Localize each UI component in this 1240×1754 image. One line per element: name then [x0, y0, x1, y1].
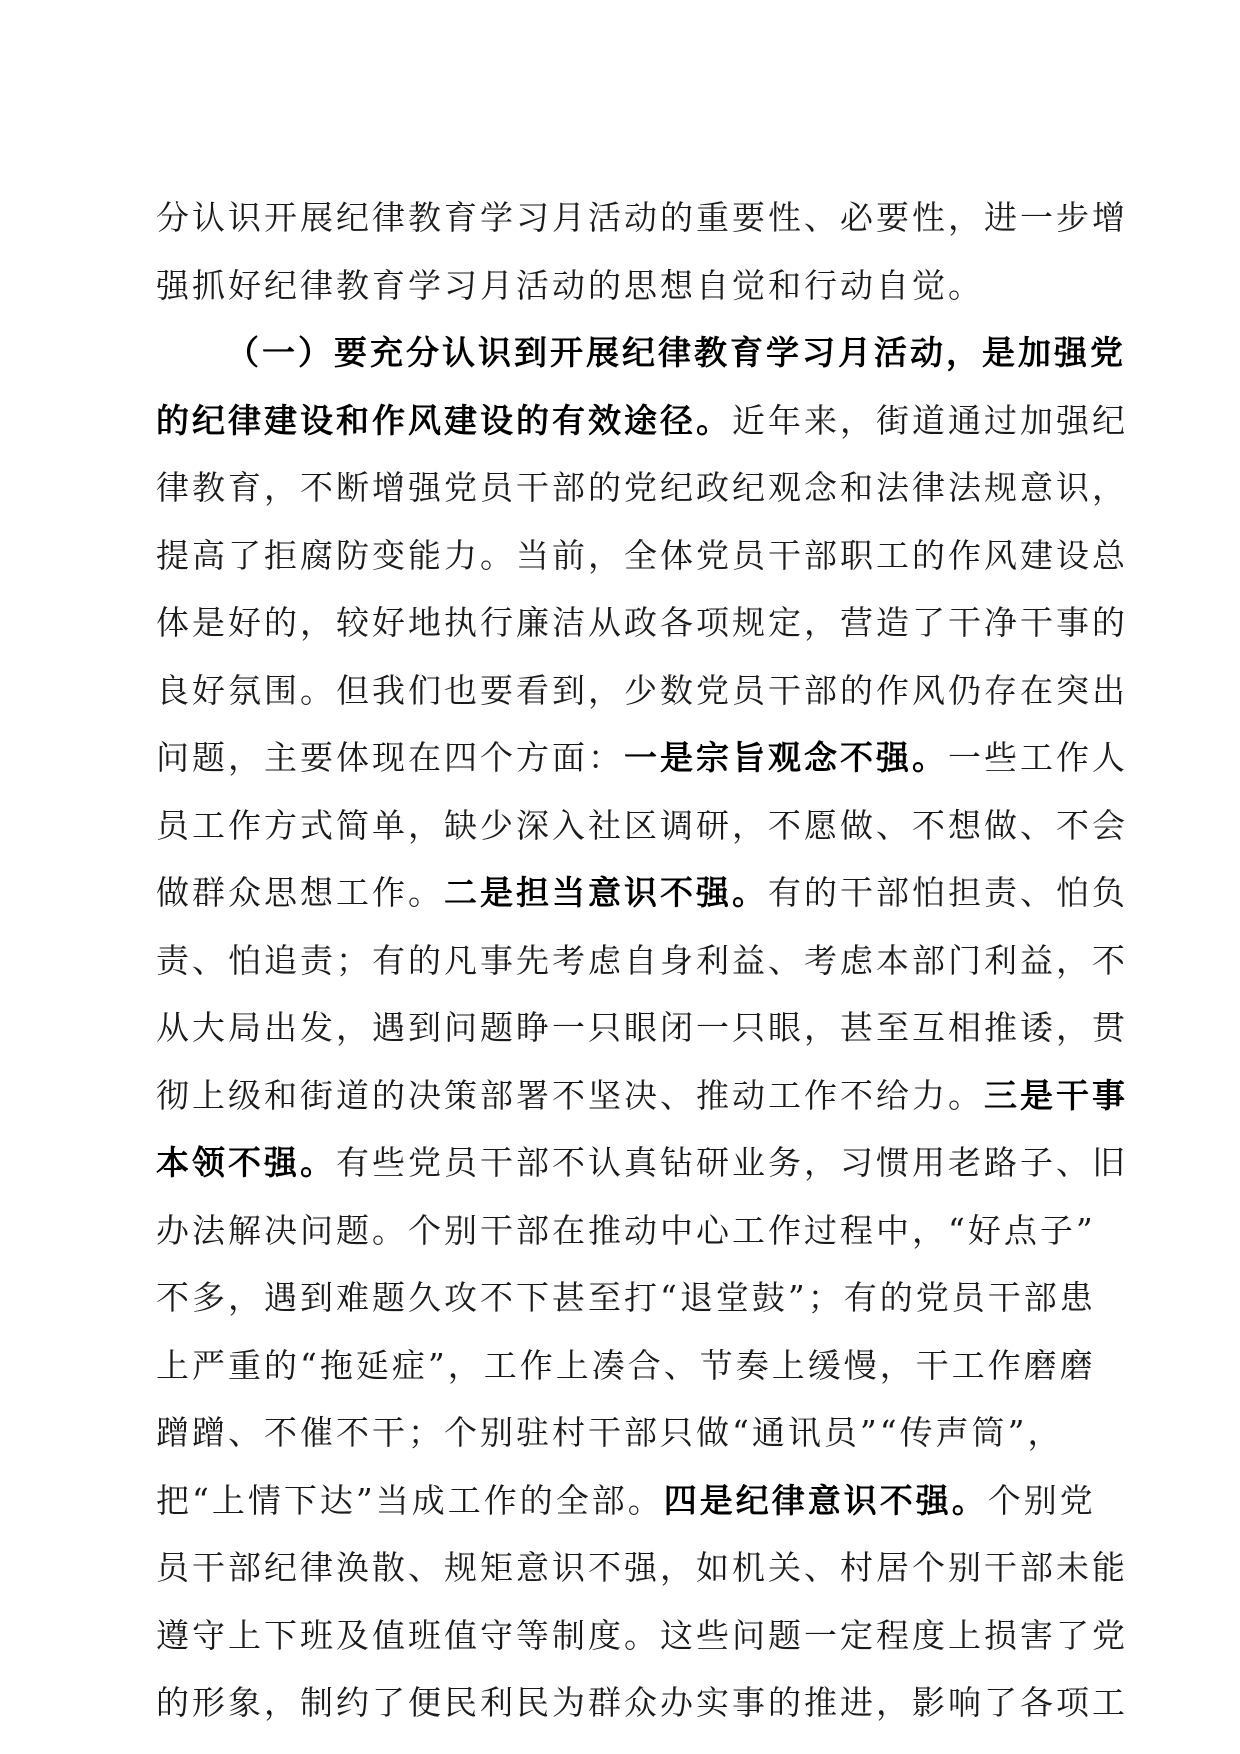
text-line	[156, 1062, 1128, 1130]
text-line	[156, 1264, 1096, 1332]
bold-text-segment: （一）要充分认识到开展纪律教育学习月活动，是加强党	[226, 333, 1126, 372]
bold-text-segment: 一是宗旨观念不强。	[624, 738, 948, 777]
text-segment: 律教育，不断增强党员干部的党纪政纪观念和法律法规意识，	[156, 468, 1128, 507]
text-segment: 彻上级和街道的决策部署不坚决、推动工作不给力。	[156, 1075, 984, 1115]
text-segment: 员干部纪律涣散、规矩意识不强，如机关、村居个别干部未能	[156, 1548, 1128, 1587]
text-segment: 一些工作人	[948, 738, 1128, 777]
text-segment: 有的干部怕担责、怕负	[768, 873, 1128, 912]
text-line	[156, 1467, 1096, 1535]
text-line	[156, 252, 1056, 320]
bold-text-segment: 三是干事	[984, 1075, 1128, 1115]
text-segment: 不多，遇到难题久攻不下甚至打“退堂鼓”；有的党员干部患	[156, 1278, 1096, 1317]
text-line	[156, 1534, 1128, 1602]
text-segment: 有些党员干部不认真钻研业务，习惯用老路子、旧	[336, 1143, 1128, 1182]
bold-text-segment: 二是担当意识不强。	[444, 873, 768, 912]
body-text	[156, 184, 1128, 1737]
text-line	[156, 387, 1128, 455]
text-segment: 蹭蹭、不催不干；个别驻村干部只做“通讯员”“传声筒”，	[156, 1413, 1064, 1452]
text-line	[156, 184, 1128, 252]
text-line	[156, 724, 1128, 792]
text-line	[156, 522, 1128, 590]
text-segment: 个别党	[987, 1480, 1096, 1520]
bold-text-segment: 本领不强。	[156, 1143, 336, 1182]
text-segment: 办法解决问题。个别干部在推动中心工作过程中，“好点子”	[156, 1210, 1096, 1250]
text-segment: 上严重的“拖延症”，工作上凑合、节奏上缓慢，干工作磨磨	[156, 1345, 1096, 1385]
text-line	[156, 792, 1128, 860]
text-line	[156, 319, 1126, 387]
text-line	[156, 1602, 1128, 1670]
text-segment: 做群众思想工作。	[156, 873, 444, 912]
text-line	[156, 589, 1128, 657]
text-line	[156, 927, 1128, 995]
text-segment: 分认识开展纪律教育学习月活动的重要性、必要性，进一步增	[156, 198, 1128, 237]
text-line	[156, 657, 1128, 725]
text-line	[156, 994, 1128, 1062]
text-segment: 体是好的，较好地执行廉洁从政各项规定，营造了干净干事的	[156, 603, 1128, 642]
text-line	[156, 859, 1128, 927]
text-line	[156, 454, 1128, 522]
bold-text-segment: 的纪律建设和作风建设的有效途径。	[156, 400, 732, 440]
text-segment: 提高了拒腐防变能力。当前，全体党员干部职工的作风建设总	[156, 535, 1128, 575]
text-line	[156, 1399, 1064, 1467]
text-line	[156, 1332, 1096, 1400]
text-line	[156, 1669, 1128, 1737]
text-segment: 良好氛围。但我们也要看到，少数党员干部的作风仍存在突出	[156, 670, 1128, 710]
text-segment: 问题，主要体现在四个方面：	[156, 738, 624, 777]
text-segment: 近年来，街道通过加强纪	[732, 400, 1128, 440]
text-segment: 员工作方式简单，缺少深入社区调研，不愿做、不想做、不会	[156, 805, 1128, 845]
text-segment: 的形象，制约了便民利民为群众办实事的推进，影响了各项工	[156, 1683, 1128, 1722]
text-segment: 从大局出发，遇到问题睁一只眼闭一只眼，甚至互相推诿，贯	[156, 1008, 1128, 1047]
text-segment: 责、怕追责；有的凡事先考虑自身利益、考虑本部门利益，不	[156, 940, 1128, 980]
text-segment: 遵守上下班及值班值守等制度。这些问题一定程度上损害了党	[156, 1615, 1128, 1655]
text-line	[156, 1129, 1128, 1197]
bold-text-segment: 四是纪律意识不强。	[663, 1480, 988, 1520]
text-line	[156, 1197, 1096, 1265]
text-segment: 强抓好纪律教育学习月活动的思想自觉和行动自觉。	[156, 265, 984, 305]
text-segment: 把“上情下达”当成工作的全部。	[156, 1480, 664, 1520]
